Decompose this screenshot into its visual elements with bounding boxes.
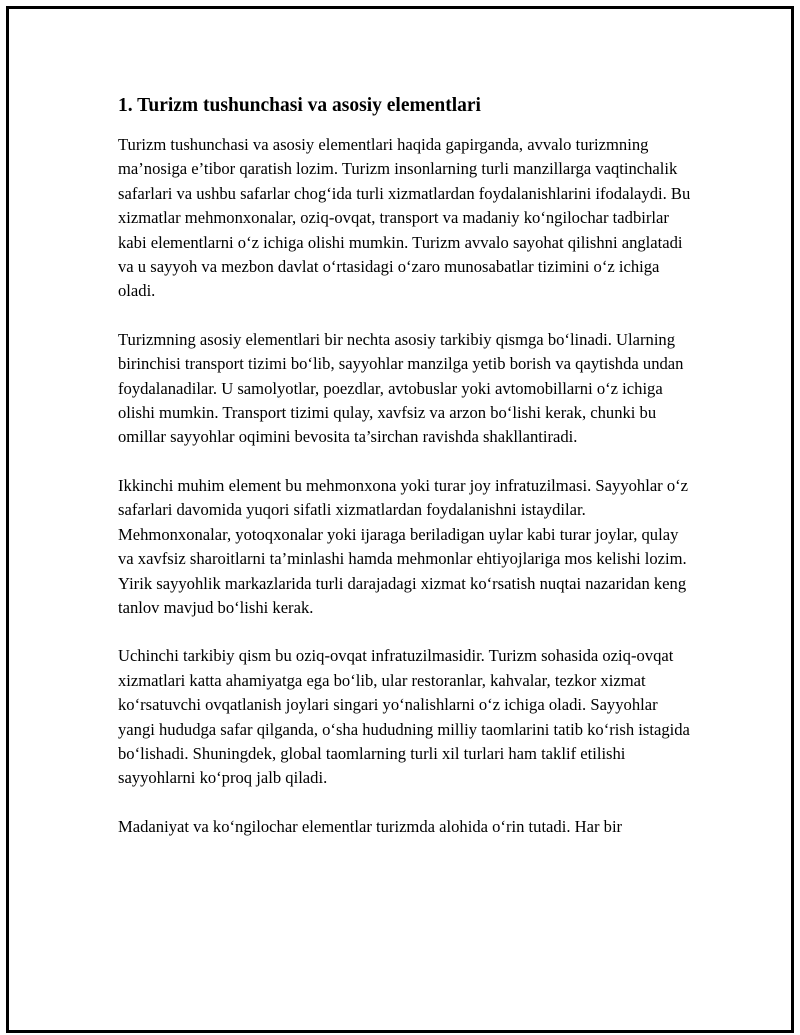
section-title: 1. Turizm tushunchasi va asosiy elementlari [118,95,481,116]
paragraph-4: Uchinchi tarkibiy qism bu oziq-ovqat infratuzilmasidir. Turizm sohasida oziq-ovqat xizmatlari katta ahamiyatga ega bo‘lib, ular restoranlar, kahvalar, tezkor xizmat ko‘rsatuvchi ovqatlanish joylari singari yo‘nalishlarni o‘z ichiga oladi. Sayyohlar yangi hududga safar qilganda, o‘sha hududning milliy taomlarini tatib ko‘rish istagida bo‘lishadi. Shuningdek, global taomlarning turli xil turlari ham taklif etilishi sayyohlarni ko‘proq jalb qiladi. [118,646,690,788]
paragraph-1: Turizm tushunchasi va asosiy elementlari haqida gapirganda, avvalo turizmning ma’nosiga e’tibor qaratish lozim. Turizm insonlarning turli manzillarga vaqtinchalik safarlari va ushbu safarlar chog‘ida turli xizmatlardan foydalanishlarini ifodalaydi. Bu xizmatlar mehmonxonalar, oziq-ovqat, transport va madaniy ko‘ngilochar tadbirlar kabi elementlarni o‘z ichiga olishi mumkin. Turizm avvalo sayohat qilishni anglatadi va u sayyoh va mezbon davlat o‘rtasidagi o‘zaro munosabatlar tizimini o‘z ichiga oladi. [118,135,691,301]
document-body [118,90,698,863]
paragraph-5: Madaniyat va ko‘ngilochar elementlar turizmda alohida o‘rin tutadi. Har bir [118,816,623,836]
paragraph-2: Turizmning asosiy elementlari bir nechta asosiy tarkibiy qismga bo‘linadi. Ularning birinchisi transport tizimi bo‘lib, sayyohlar manzilga yetib borish va qaytishda undan foydalanadilar. U samolyotlar, poezdlar, avtobuslar yoki avtomobillarni o‘z ichiga olishi mumkin. Transport tizimi qulay, xavfsiz va arzon bo‘lishi kerak, chunki bu omillar sayyohlar oqimini bevosita ta’sirchan ravishda shakllantiradi. [118,329,684,447]
paragraph-3: Ikkinchi muhim element bu mehmonxona yoki turar joy infratuzilmasi. Sayyohlar o‘z safarlari davomida yuqori sifatli xizmatlardan foydalanishni istaydilar. Mehmonxonalar, yotoqxonalar yoki ijaraga beriladigan uylar kabi turar joylar, qulay va xavfsiz sharoitlarni ta’minlashi hamda mehmonlar ehtiyojlariga mos kelishi lozim. Yirik sayyohlik markazlarida turli darajadagi xizmat ko‘rsatish nuqtai nazaridan keng tanlov mavjud bo‘lishi kerak. [118,475,689,617]
